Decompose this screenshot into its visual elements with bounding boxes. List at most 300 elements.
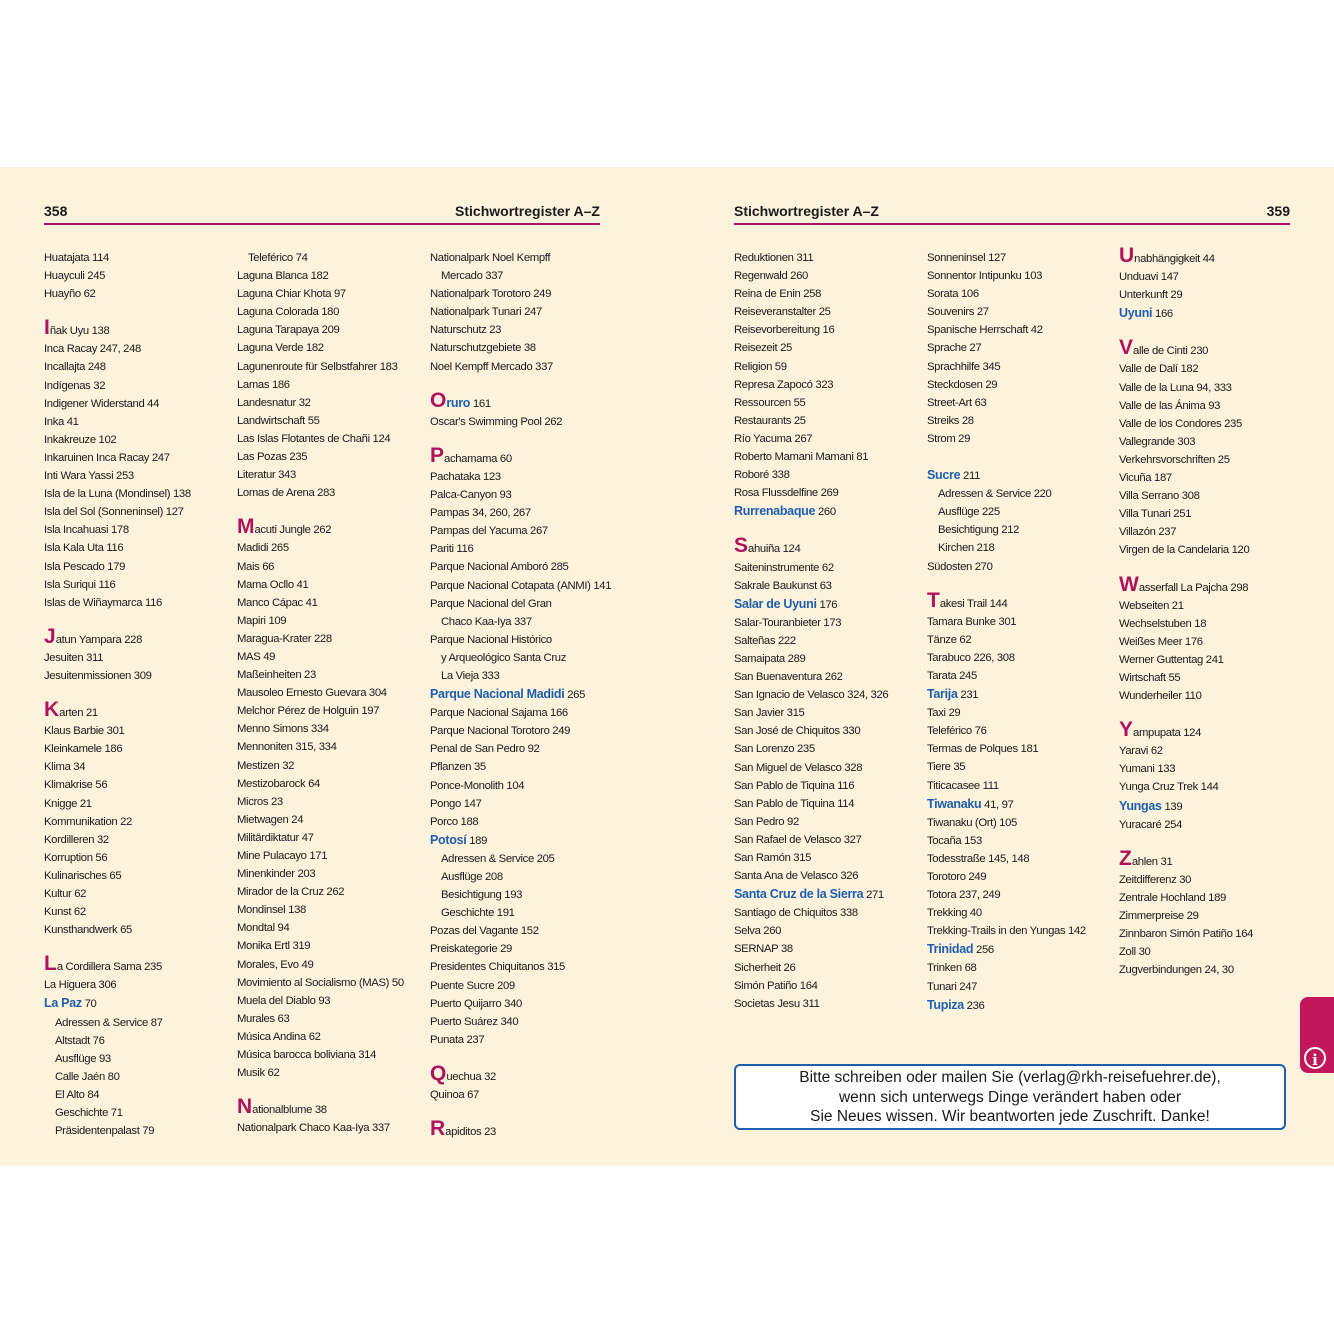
entry-text: Webseiten 21 [1119, 599, 1184, 612]
entry-text: Laguna Blanca 182 [237, 270, 329, 283]
index-subentry [44, 1050, 234, 1068]
index-entry [44, 467, 234, 485]
entry-text: ationalblume 38 [252, 1104, 327, 1117]
entry-text: Las Islas Flotantes de Chañi 124 [237, 432, 391, 445]
entry-text: Unduavi 147 [1119, 271, 1179, 284]
index-entry [927, 667, 1117, 685]
entry-text: Parque Nacional del Gran [430, 597, 552, 610]
entry-text: Villa Serrano 308 [1119, 490, 1200, 503]
feedback-notice-box [734, 1064, 1286, 1130]
index-entry-continuation [430, 613, 630, 631]
index-entry [44, 903, 234, 921]
index-entry [237, 515, 427, 539]
section-gap [44, 685, 234, 703]
right-page-number: 359 [1266, 203, 1290, 219]
index-entry [927, 631, 1117, 649]
index-column-5 [927, 249, 1117, 1015]
notice-line-1: Bitte schreiben oder mailen Sie (verlag@rkh-reisefuehrer.de), [799, 1069, 1221, 1086]
entry-text: Reisevorbereitung 16 [734, 324, 835, 337]
entry-text: Valle de los Condores 235 [1119, 417, 1242, 430]
index-entry [430, 740, 630, 758]
entry-text: y Arqueológico Santa Cruz [441, 651, 567, 664]
index-entry [927, 558, 1117, 576]
index-entry [237, 267, 427, 285]
place-name: Tupiza [927, 997, 964, 1012]
entry-text: Militärdiktatur 47 [237, 831, 314, 844]
index-entry-continuation [430, 267, 630, 285]
entry-text: San Ignacio de Velasco 324, 326 [734, 689, 889, 702]
entry-text: Teleférico 74 [248, 252, 308, 264]
index-entry [734, 867, 924, 885]
section-initial-letter: L [44, 952, 57, 976]
index-entry [1119, 615, 1309, 633]
index-entry [44, 885, 234, 903]
entry-text: Selva 260 [734, 925, 782, 938]
index-entry [734, 995, 924, 1013]
entry-text: Puerto Suárez 340 [430, 1015, 519, 1028]
index-entry [734, 704, 924, 722]
section-initial-letter: J [44, 624, 56, 648]
index-entry [927, 922, 1117, 940]
entry-text: Valle de las Ánima 93 [1119, 399, 1221, 412]
entry-text: Taxi 29 [927, 707, 961, 720]
entry-text: Titicacasee 111 [927, 779, 999, 792]
index-subentry [44, 1014, 234, 1032]
section-gap [734, 521, 924, 539]
index-entry [734, 303, 924, 321]
entry-text: achamama 60 [444, 452, 512, 465]
index-entry [927, 996, 1117, 1015]
index-entry [1119, 718, 1309, 742]
section-gap [1119, 560, 1309, 578]
entry-text: Inkaruinen Inca Racay 247 [44, 451, 170, 464]
index-entry [430, 813, 630, 831]
entry-text: Inca Racay 247, 248 [44, 343, 141, 356]
entry-text: nabhängigkeit 44 [1134, 253, 1215, 265]
section-gap [430, 1049, 630, 1067]
index-entry [44, 449, 234, 467]
index-entry [44, 539, 234, 557]
side-info-tab[interactable] [1300, 997, 1334, 1073]
index-entry [734, 722, 924, 740]
entry-text: San Lorenzo 235 [734, 743, 815, 756]
index-entry [1119, 633, 1309, 651]
entry-text: Saiteninstrumente 62 [734, 561, 834, 574]
entry-text: Trinken 68 [927, 962, 977, 975]
section-gap [1119, 705, 1309, 723]
index-entry [430, 468, 630, 486]
entry-text: 271 [866, 889, 884, 902]
notice-line-3: Sie Neues wissen. Wir beantworten jede Zuschrift. Danke! [810, 1108, 1210, 1125]
index-entry [734, 885, 924, 904]
entry-text: Calle Jaén 80 [55, 1070, 120, 1083]
entry-text: Klima 34 [44, 761, 86, 774]
entry-text: Totora 237, 249 [927, 889, 1001, 902]
index-entry [734, 534, 924, 558]
index-column-4 [734, 249, 924, 1013]
entry-text: Pflanzen 35 [430, 761, 486, 774]
entry-text: Sakrale Baukunst 63 [734, 579, 832, 592]
index-entry [237, 865, 427, 883]
entry-text: Inka 41 [44, 415, 79, 428]
entry-text: Teleférico 76 [927, 725, 987, 738]
entry-text: Pongo 147 [430, 797, 482, 810]
entry-text: Valle de Dalí 182 [1119, 363, 1199, 376]
index-entry [1119, 687, 1309, 705]
entry-text: Tarabuco 226, 308 [927, 651, 1015, 664]
index-entry [430, 958, 630, 976]
entry-text: San Javier 315 [734, 707, 805, 720]
index-entry [734, 922, 924, 940]
entry-text: San Buenaventura 262 [734, 671, 843, 684]
index-entry [927, 777, 1117, 795]
entry-text: Lamas 186 [237, 378, 290, 391]
entry-text: Noel Kempff Mercado 337 [430, 360, 553, 373]
index-entry [237, 702, 427, 720]
index-entry [237, 558, 427, 576]
index-entry [237, 1028, 427, 1046]
index-entry [734, 484, 924, 502]
entry-text: Sicherheit 26 [734, 961, 796, 974]
entry-text: Vicuña 187 [1119, 472, 1172, 485]
entry-text: Musik 62 [237, 1067, 280, 1080]
entry-text: Yuracaré 254 [1119, 818, 1183, 831]
entry-text: Nationalpark Tunari 247 [430, 306, 542, 319]
index-entry [44, 831, 234, 849]
entry-text: Jesuitenmissionen 309 [44, 669, 152, 682]
index-entry [237, 612, 427, 630]
entry-text: Inti Wara Yassi 253 [44, 470, 134, 483]
index-entry [237, 775, 427, 793]
index-entry-continuation [237, 249, 427, 267]
entry-text: Melchor Pérez de Holguin 197 [237, 705, 380, 718]
entry-text: 256 [976, 944, 994, 957]
index-entry [1119, 541, 1309, 559]
entry-text: Tiwanaku (Ort) 105 [927, 816, 1017, 829]
index-entry [237, 883, 427, 901]
index-entry [44, 921, 234, 939]
index-entry [430, 1031, 630, 1049]
index-entry [44, 377, 234, 395]
entry-text: Kleinkamele 186 [44, 743, 123, 756]
entry-text: Morales, Evo 49 [237, 958, 314, 971]
index-entry [734, 740, 924, 758]
index-entry [734, 904, 924, 922]
index-entry [237, 919, 427, 937]
entry-text: Muela del Diablo 93 [237, 994, 331, 1007]
entry-text: Laguna Chiar Khota 97 [237, 288, 346, 301]
index-entry [734, 686, 924, 704]
entry-text: Knigge 21 [44, 797, 92, 810]
entry-text: Santa Ana de Velasco 326 [734, 870, 859, 883]
entry-text: Reduktionen 311 [734, 252, 814, 264]
index-entry [237, 720, 427, 738]
entry-text: asserfall La Pajcha 298 [1138, 581, 1249, 594]
section-gap [44, 612, 234, 630]
index-entry [734, 614, 924, 632]
index-entry [237, 539, 427, 557]
entry-text: Mais 66 [237, 560, 275, 573]
entry-text: Kordilleren 32 [44, 833, 109, 846]
entry-text: Regenwald 260 [734, 270, 808, 283]
index-entry [44, 667, 234, 685]
index-entry [44, 576, 234, 594]
entry-text: Wunderheiler 110 [1119, 690, 1202, 703]
index-entry [44, 976, 234, 994]
entry-text: 70 [84, 998, 97, 1011]
section-gap [1119, 323, 1309, 341]
section-initial-letter: P [430, 443, 445, 467]
index-entry [734, 448, 924, 466]
index-entry [927, 959, 1117, 977]
index-subentry [430, 886, 630, 904]
entry-text: Adressen & Service 220 [938, 488, 1052, 501]
place-name: Salar de Uyuni [734, 596, 817, 611]
entry-text: Ausflüge 225 [938, 506, 1000, 519]
index-entry [430, 321, 630, 339]
index-entry [734, 466, 924, 484]
index-entry [237, 1064, 427, 1082]
index-entry [1119, 304, 1309, 323]
entry-text: Villazón 237 [1119, 526, 1177, 539]
entry-text: Isla Incahuasi 178 [44, 524, 129, 537]
entry-text: Kirchen 218 [938, 542, 995, 555]
entry-text: Südosten 270 [927, 560, 993, 573]
left-page-number: 358 [44, 203, 68, 219]
entry-text: Pampas 34, 260, 267 [430, 507, 531, 520]
entry-text: Sonneninsel 127 [927, 252, 1006, 264]
entry-text: Indigener Widerstand 44 [44, 397, 160, 410]
entry-text: Inkakreuze 102 [44, 433, 117, 446]
index-entry [430, 1117, 630, 1141]
index-subentry [430, 904, 630, 922]
entry-text: Besichtigung 193 [441, 889, 523, 902]
right-page-header [734, 203, 1290, 225]
index-entry [44, 994, 234, 1013]
index-entry [927, 722, 1117, 740]
index-entry [927, 685, 1117, 704]
info-icon[interactable]: i [1304, 1047, 1326, 1069]
index-entry [430, 522, 630, 540]
entry-text: Mausoleo Ernesto Guevara 304 [237, 687, 387, 700]
entry-text: Parque Nacional Sajama 166 [430, 707, 568, 720]
entry-text: Salteñas 222 [734, 634, 796, 647]
entry-text: Ausflüge 208 [441, 871, 503, 883]
entry-text: Wirtschaft 55 [1119, 671, 1181, 684]
entry-text: Kunst 62 [44, 906, 86, 919]
index-entry [927, 466, 1117, 485]
place-name: Santa Cruz de la Sierra [734, 887, 864, 902]
entry-text: Música barocca boliviana 314 [237, 1049, 377, 1062]
section-gap [1119, 834, 1309, 852]
entry-text: Sonnentor Intipunku 103 [927, 270, 1043, 283]
index-entry [734, 412, 924, 430]
entry-text: Las Pozas 235 [237, 451, 308, 464]
index-entry [430, 685, 630, 704]
place-name: Sucre [927, 468, 961, 483]
index-entry [927, 886, 1117, 904]
index-entry [734, 577, 924, 595]
section-gap [430, 431, 630, 449]
entry-text: Mennoniten 315, 334 [237, 741, 337, 754]
entry-text: Landwirtschaft 55 [237, 414, 320, 427]
index-entry [44, 431, 234, 449]
index-entry [1119, 487, 1309, 505]
index-entry [430, 540, 630, 558]
entry-text: arten 21 [59, 707, 98, 720]
index-entry [44, 849, 234, 867]
entry-text: Kultur 62 [44, 888, 87, 900]
entry-text: Micros 23 [237, 795, 283, 808]
entry-text: acuti Jungle 262 [254, 524, 332, 537]
entry-text: Santiago de Chiquitos 338 [734, 907, 858, 920]
entry-text: Rosa Flussdelfine 269 [734, 487, 839, 500]
index-entry [430, 995, 630, 1013]
index-entry [237, 1046, 427, 1064]
index-entry [1119, 889, 1309, 907]
index-entry [44, 722, 234, 740]
entry-text: Nationalpark Chaco Kaa-Iya 337 [237, 1122, 390, 1135]
entry-text: Lomas de Arena 283 [237, 487, 335, 500]
index-entry [1119, 469, 1309, 487]
index-entry [237, 811, 427, 829]
index-entry [734, 285, 924, 303]
section-initial-letter: R [430, 1117, 446, 1141]
entry-text: Puerto Quijarro 340 [430, 997, 522, 1010]
entry-text: Mestizen 32 [237, 759, 295, 772]
entry-text: Presidentes Chiquitanos 315 [430, 961, 565, 974]
place-name: Tiwanaku [927, 796, 982, 811]
index-entry [44, 813, 234, 831]
entry-text: Naturschutz 23 [430, 324, 502, 337]
entry-text: Ponce-Monolith 104 [430, 779, 525, 792]
entry-text: Maragua-Krater 228 [237, 632, 332, 645]
index-entry [927, 758, 1117, 776]
index-entry [44, 952, 234, 976]
index-entry [430, 722, 630, 740]
entry-text: Yumani 133 [1119, 763, 1176, 776]
entry-text: 166 [1155, 308, 1173, 321]
index-entry [237, 648, 427, 666]
index-subentry [927, 485, 1117, 503]
index-entry [927, 249, 1117, 267]
index-entry [44, 624, 234, 649]
section-gap [237, 1082, 427, 1100]
index-entry [430, 631, 630, 649]
index-entry [237, 829, 427, 847]
entry-text: Parque Nacional Cotapata (ANMI) 141 [430, 579, 612, 592]
index-entry [237, 956, 427, 974]
entry-text: Indígenas 32 [44, 379, 106, 392]
entry-text: Religion 59 [734, 360, 787, 373]
index-entry [237, 448, 427, 466]
index-entry [1119, 742, 1309, 760]
entry-text: Isla Pescado 179 [44, 560, 126, 573]
index-entry [1119, 433, 1309, 451]
entry-text: Pampas del Yacuma 267 [430, 525, 548, 538]
entry-text: Literatur 343 [237, 469, 296, 482]
entry-text: La Higuera 306 [44, 979, 117, 992]
entry-text: Korruption 56 [44, 851, 108, 864]
entry-text: 265 [567, 689, 586, 702]
entry-text: Pariti 116 [430, 543, 474, 556]
index-entry [430, 504, 630, 522]
index-entry [430, 1013, 630, 1031]
index-subentry [927, 539, 1117, 557]
index-entry [237, 757, 427, 775]
index-entry [430, 249, 630, 267]
entry-text: Mirador de la Cruz 262 [237, 886, 345, 899]
section-initial-letter: S [734, 534, 749, 558]
index-entry [734, 813, 924, 831]
entry-text: Zentrale Hochland 189 [1119, 891, 1226, 904]
index-entry [430, 388, 630, 413]
entry-text: Wechselstuben 18 [1119, 617, 1207, 630]
index-entry [1119, 415, 1309, 433]
entry-text: Zoll 30 [1119, 946, 1151, 959]
index-entry [734, 959, 924, 977]
section-initial-letter: O [430, 388, 447, 412]
index-entry [927, 795, 1117, 814]
entry-text: Monika Ertl 319 [237, 940, 311, 953]
section-gap [44, 303, 234, 321]
section-initial-letter: U [1119, 244, 1135, 267]
entry-text: Zimmerpreise 29 [1119, 910, 1199, 922]
section-initial-letter: M [237, 515, 255, 539]
index-entry [1119, 360, 1309, 378]
place-name: Uyuni [1119, 306, 1153, 321]
place-name: Parque Nacional Madidi [430, 687, 565, 702]
index-entry [1119, 760, 1309, 778]
entry-text: Valle de la Luna 94, 333 [1119, 381, 1232, 394]
index-entry [44, 285, 234, 303]
entry-text: Maßeinheiten 23 [237, 669, 316, 682]
index-column-6 [1119, 244, 1309, 979]
index-subentry [927, 521, 1117, 539]
index-entry [44, 521, 234, 539]
entry-text: Chaco Kaa-Iya 337 [441, 615, 532, 628]
index-entry [44, 340, 234, 358]
entry-text: Klaus Barbie 301 [44, 725, 125, 738]
book-spread [0, 167, 1334, 1166]
entry-text: Laguna Verde 182 [237, 342, 324, 355]
entry-text: Sprache 27 [927, 342, 982, 355]
entry-text: Pachataka 123 [430, 470, 501, 483]
entry-text: Adressen & Service 205 [441, 852, 555, 865]
entry-text: Yaravi 62 [1119, 745, 1163, 758]
entry-text: Penal de San Pedro 92 [430, 743, 540, 756]
entry-text: 211 [963, 470, 981, 483]
left-page-header [44, 203, 600, 225]
index-entry [430, 339, 630, 357]
entry-text: Mine Pulacayo 171 [237, 850, 328, 862]
entry-text: Besichtigung 212 [938, 524, 1020, 537]
index-entry [927, 376, 1117, 394]
index-entry [734, 321, 924, 339]
entry-text: Werner Guttentag 241 [1119, 653, 1224, 666]
index-entry [734, 249, 924, 267]
index-entry [927, 321, 1117, 339]
index-entry [237, 466, 427, 484]
entry-text: Reina de Enin 258 [734, 288, 822, 301]
entry-text: Movimiento al Socialismo (MAS) 50 [237, 976, 404, 989]
index-entry [237, 303, 427, 321]
section-gap [927, 448, 1117, 466]
entry-text: Punata 237 [430, 1033, 485, 1046]
entry-text: SERNAP 38 [734, 943, 793, 956]
entry-text: Islas de Wiñaymarca 116 [44, 596, 162, 609]
entry-text: Quinoa 67 [430, 1089, 479, 1102]
